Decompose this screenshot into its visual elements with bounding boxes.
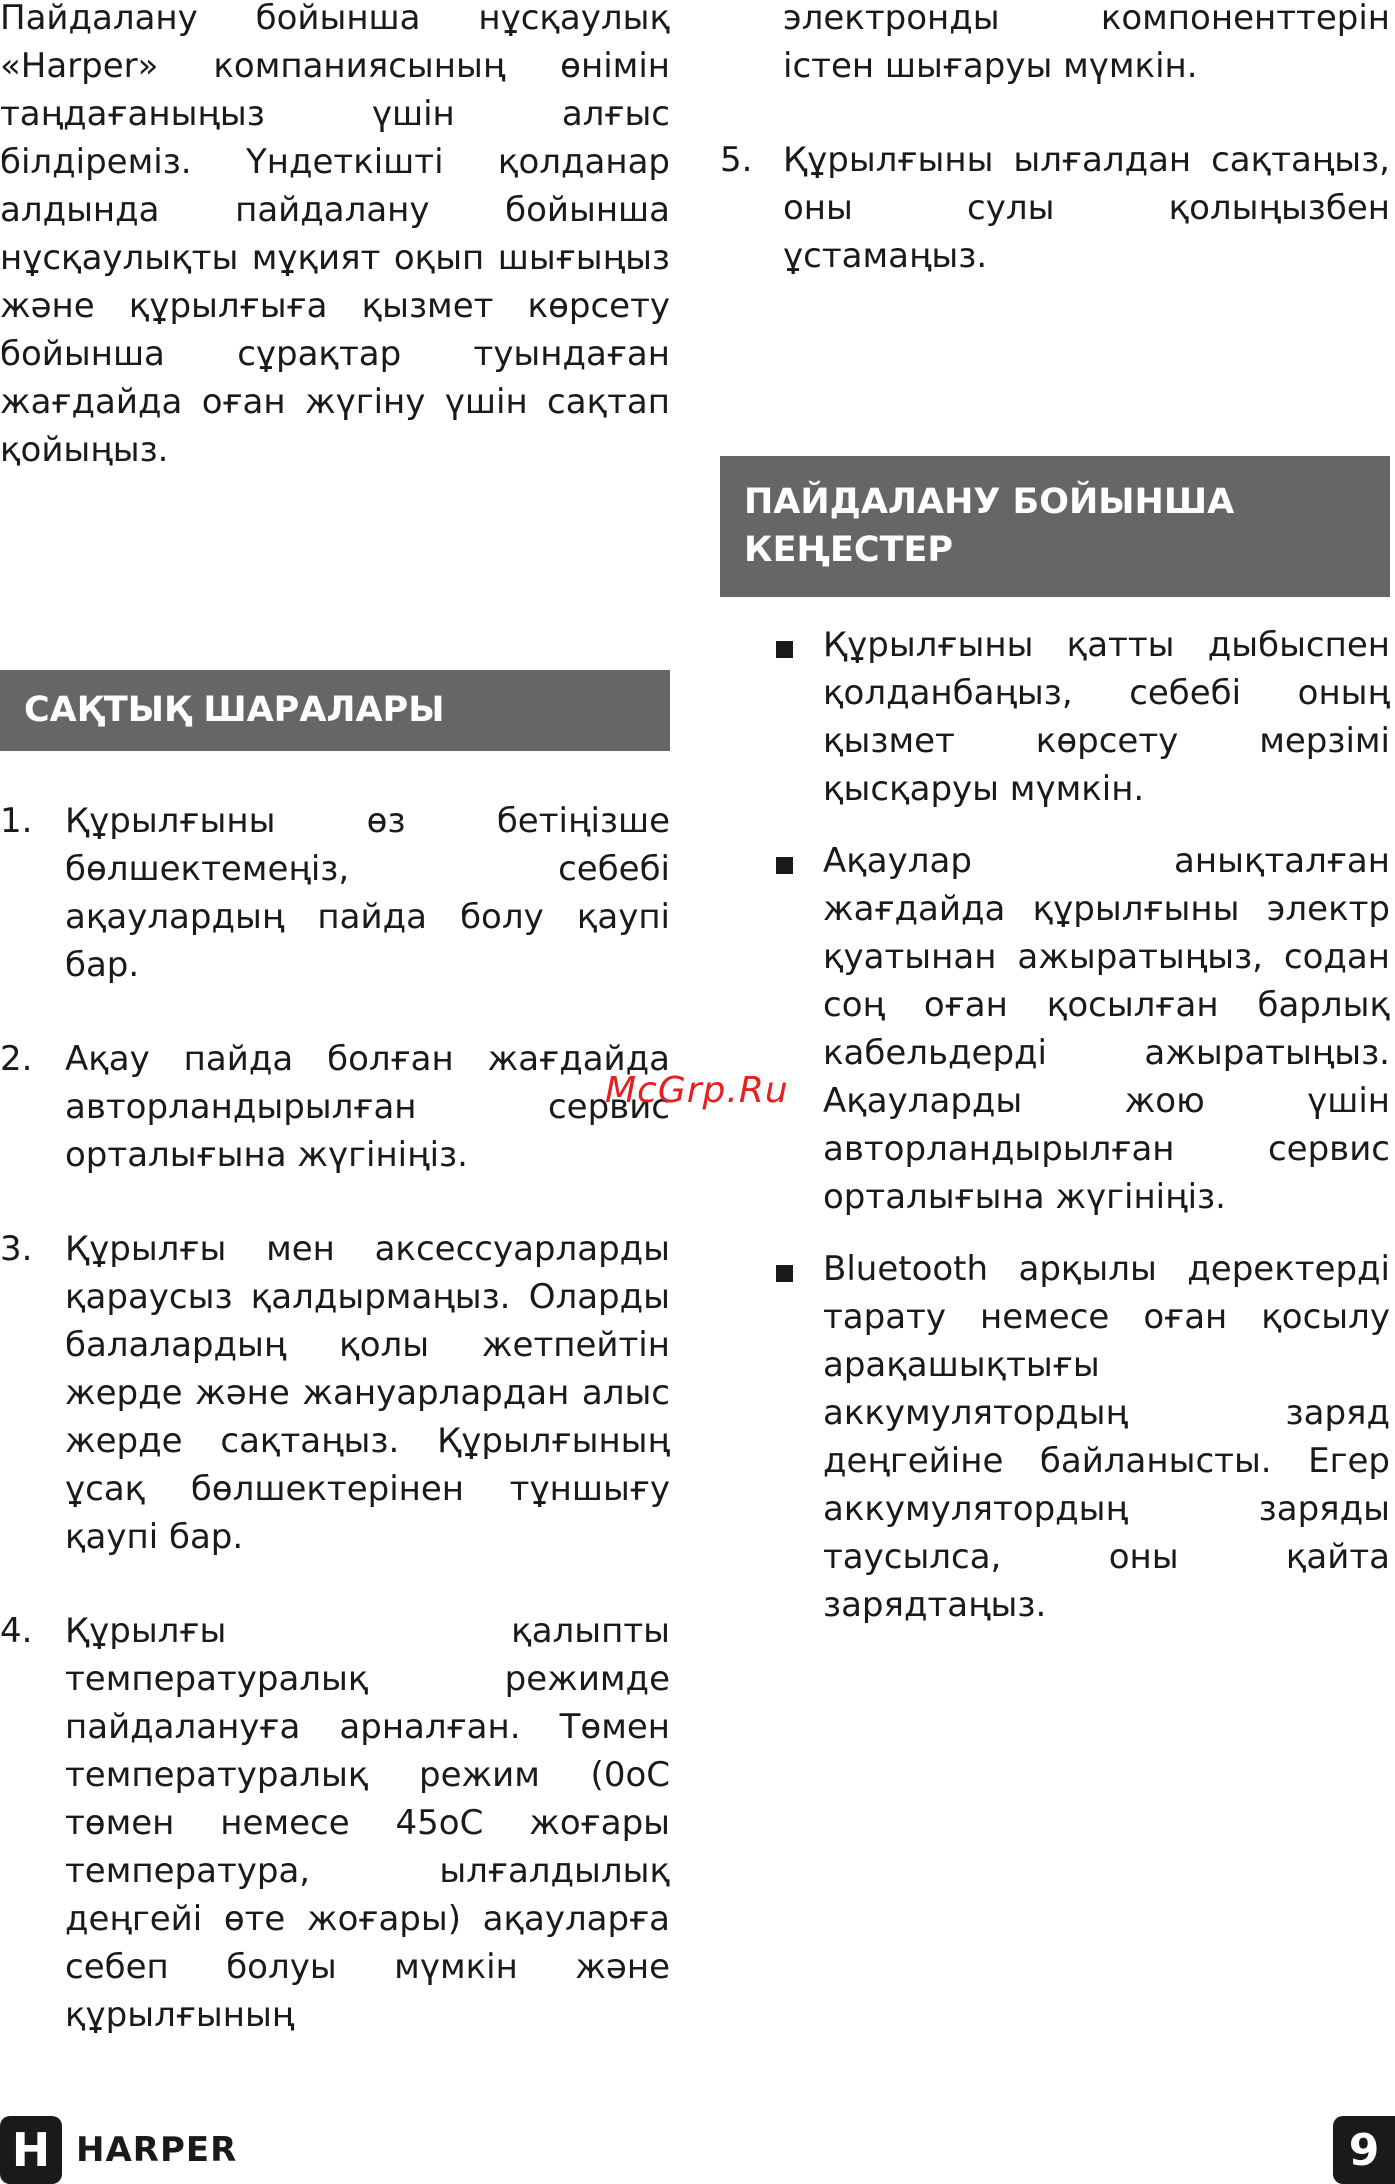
tips-list [720,621,1390,1629]
brand-name: HARPER [76,2130,238,2170]
item-number: 1. [0,801,33,841]
bullet-square-icon [776,641,793,658]
bullet-square-icon [776,1265,793,1282]
list-item [720,1245,1390,1629]
left-column [0,0,670,2039]
item-text: Құрылғы қалыпты температуралық режимде пайдалануға арналған. Төмен температуралық режим (0оС төмен немесе 45оС жоғары температура, ылғалдылық деңгейі өте жоғары) ақауларға себеп болуы мүмкін және құрылғының [65,1611,670,2035]
brand-logo [0,2116,237,2184]
list-item [0,1035,670,1179]
item-text: Құрылғыны ылғалдан сақтаңыз, оны сулы қолыңызбен ұстамаңыз. [783,140,1390,276]
precautions-heading: САҚТЫҚ ШАРАЛАРЫ [0,670,670,751]
item-number: 5. [720,140,753,180]
precautions-list-continued [720,136,1390,280]
item-text: Bluetooth арқылы деректерді тарату немесе оған қосылу арақашықтығы аккумулятордың заряд деңгейіне байланысты. Егер аккумулятордың заряды таусылса, оны қайта зарядтаңыз. [823,1249,1390,1625]
intro-paragraph: Пайдалану бойынша нұсқаулық «Harper» компаниясының өнімін таңдағаныңыз үшін алғыс білдіреміз. Үндеткішті қолданар алдында пайдалану бойынша нұсқаулықты мұқият оқып шығыңыз және құрылғыға қызмет көрсету бойынша сұрақтар туындаған жағдайда оған жүгіну үшін сақтап қойыңыз. [0,0,670,470]
list-item [0,797,670,989]
right-column [720,0,1390,1629]
list-item [0,1225,670,1561]
list-item [720,837,1390,1221]
harper-logo-icon: H [0,2116,62,2184]
continued-text: электронды компоненттерін істен шығаруы мүмкін. [783,0,1390,86]
item-text: Ақаулар анықталған жағдайда құрылғыны электр қуатынан ажыратыңыз, содан соң оған қосылған барлық кабельдерді ажыратыңыз. Ақауларды жою үшін авторландырылған сервис орталығына жүгініңіз. [823,841,1390,1217]
watermark: McGrp.Ru [605,1070,789,1111]
list-item [720,136,1390,280]
item-number: 2. [0,1039,33,1079]
item-text: Құрылғыны қатты дыбыспен қолданбаңыз, себебі оның қызмет көрсету мерзімі қысқаруы мүмкін. [823,625,1390,809]
list-item [0,1607,670,2039]
page-number: 9 [1333,2116,1395,2184]
item-number: 4. [0,1611,33,1651]
precautions-list [0,797,670,2039]
item-text: Құрылғыны өз бетіңізше бөлшектемеңіз, себебі ақаулардың пайда болу қаупі бар. [65,801,670,985]
item-number: 3. [0,1229,33,1269]
list-item [720,621,1390,813]
item-text: Құрылғы мен аксессуарларды қараусыз қалдырмаңыз. Оларды балалардың қолы жетпейтін жерде және жануарлардан алыс жерде сақтаңыз. Құрылғының ұсақ бөлшектерінен тұншығу қаупі бар. [65,1229,670,1557]
tips-heading: ПАЙДАЛАНУ БОЙЫНША КЕҢЕСТЕР [720,456,1390,597]
bullet-square-icon [776,857,793,874]
item-text: Ақау пайда болған жағдайда авторландырылған сервис орталығына жүгініңіз. [65,1039,670,1175]
